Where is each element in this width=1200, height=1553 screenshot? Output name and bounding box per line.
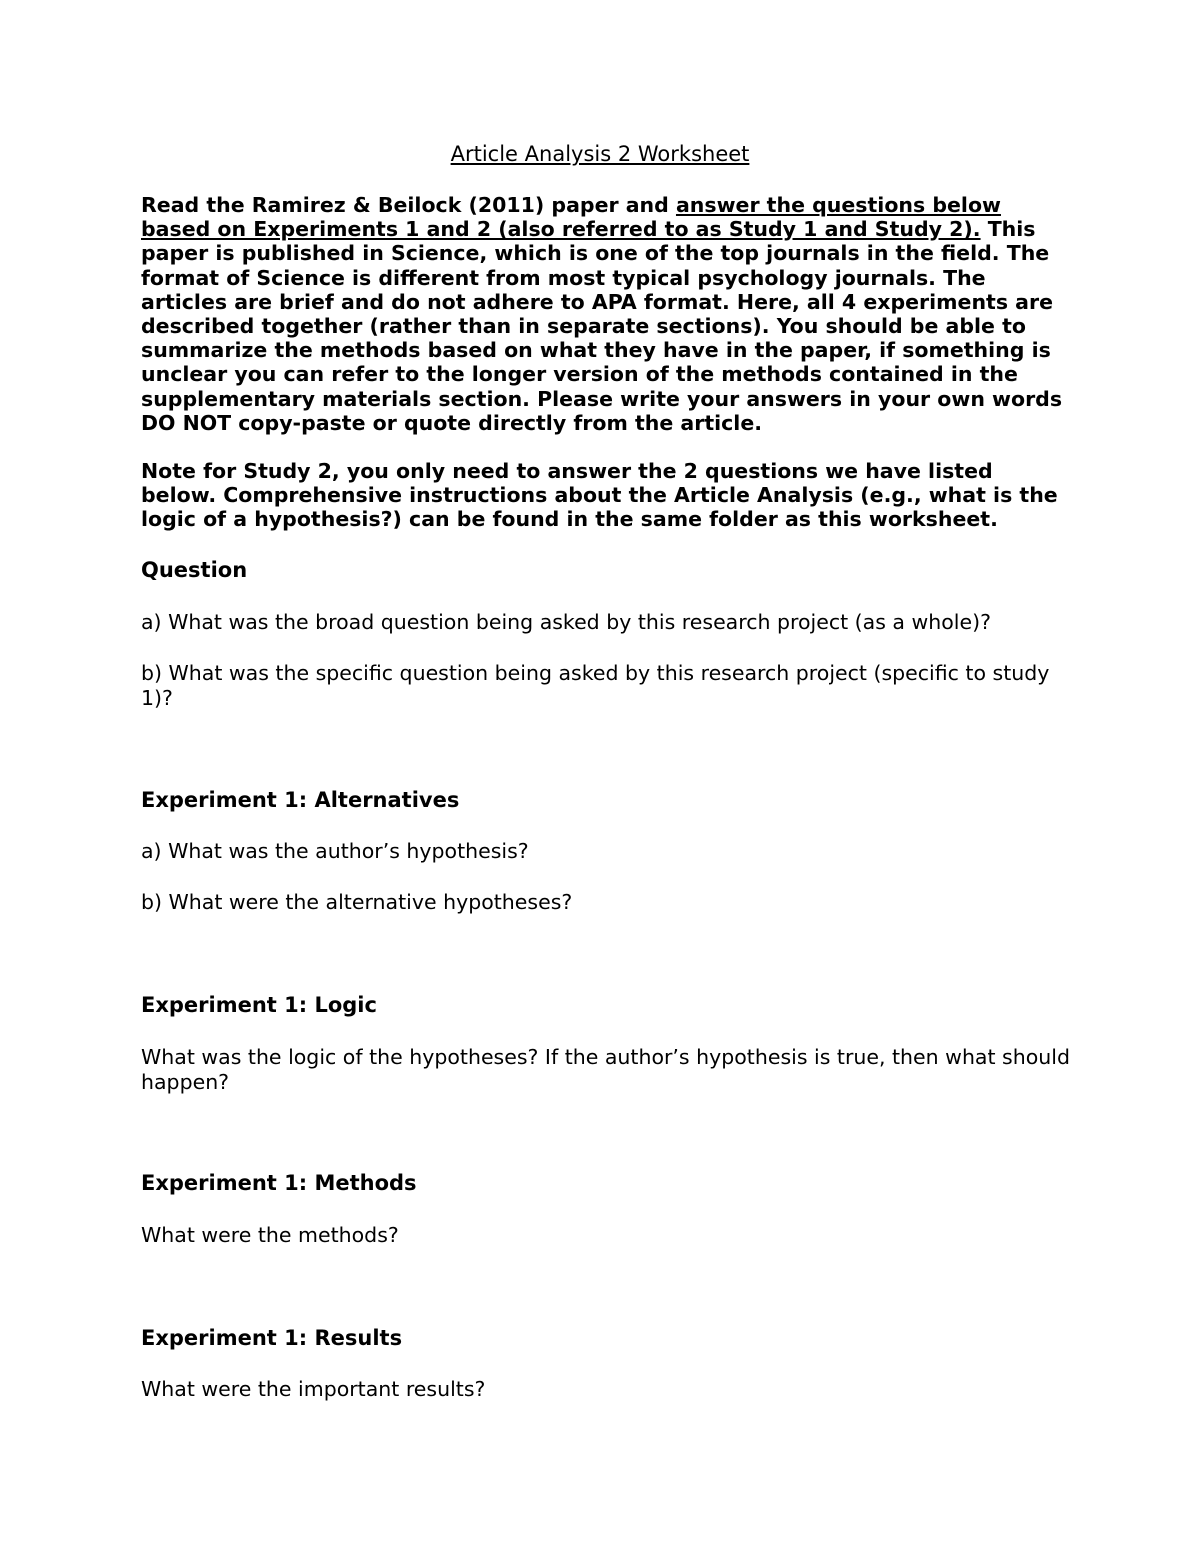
- logic-question: What was the logic of the hypotheses? If the author’s hypothesis is true, then what should happen?: [141, 1045, 1070, 1094]
- results-question: What were the important results?: [141, 1377, 486, 1401]
- study2-note: Note for Study 2, you only need to answer the 2 questions we have listed below. Comprehensive instructions about the Article Analysis (e.g., what is the logic of a hypothesis?) can be found in the same folder as this worksheet.: [141, 459, 1058, 532]
- question-a: a) What was the broad question being asked by this research project (as a whole)?: [141, 610, 991, 634]
- page-title: Article Analysis 2 Worksheet: [450, 142, 750, 166]
- methods-heading: Experiment 1: Methods: [141, 1171, 417, 1195]
- question-b: b) What was the specific question being asked by this research project (specific to study 1)?: [141, 661, 1050, 710]
- intro-text-start: Read the Ramirez & Beilock (2011) paper and: [141, 193, 676, 217]
- intro-paragraph: [141, 193, 1071, 435]
- results-heading: Experiment 1: Results: [141, 1326, 403, 1350]
- alternatives-a: a) What was the author’s hypothesis?: [141, 839, 529, 863]
- intro-underlined-instruction: answer the questions below based on Experiments 1 and 2 (also referred to as Study 1 and Study 2).: [141, 193, 1001, 242]
- intro-text-rest: This paper is published in Science, which is one of the top journals in the field. The format of Science is different from most typical psychology journals. The articles are brief and do not adhere to APA format. Here, all 4 experiments are described together (rather than in separate sections). You should be able to summarize the methods based on what they have in the paper, if something is unclear you can refer to the longer version of the methods contained in the supplementary materials section. Please write your answers in your own words DO NOT copy-paste or quote directly from the article.: [141, 217, 1063, 435]
- logic-heading: Experiment 1: Logic: [141, 993, 377, 1017]
- question-heading: Question: [141, 558, 248, 582]
- methods-question: What were the methods?: [141, 1223, 399, 1247]
- alternatives-b: b) What were the alternative hypotheses?: [141, 890, 573, 914]
- alternatives-heading: Experiment 1: Alternatives: [141, 788, 460, 812]
